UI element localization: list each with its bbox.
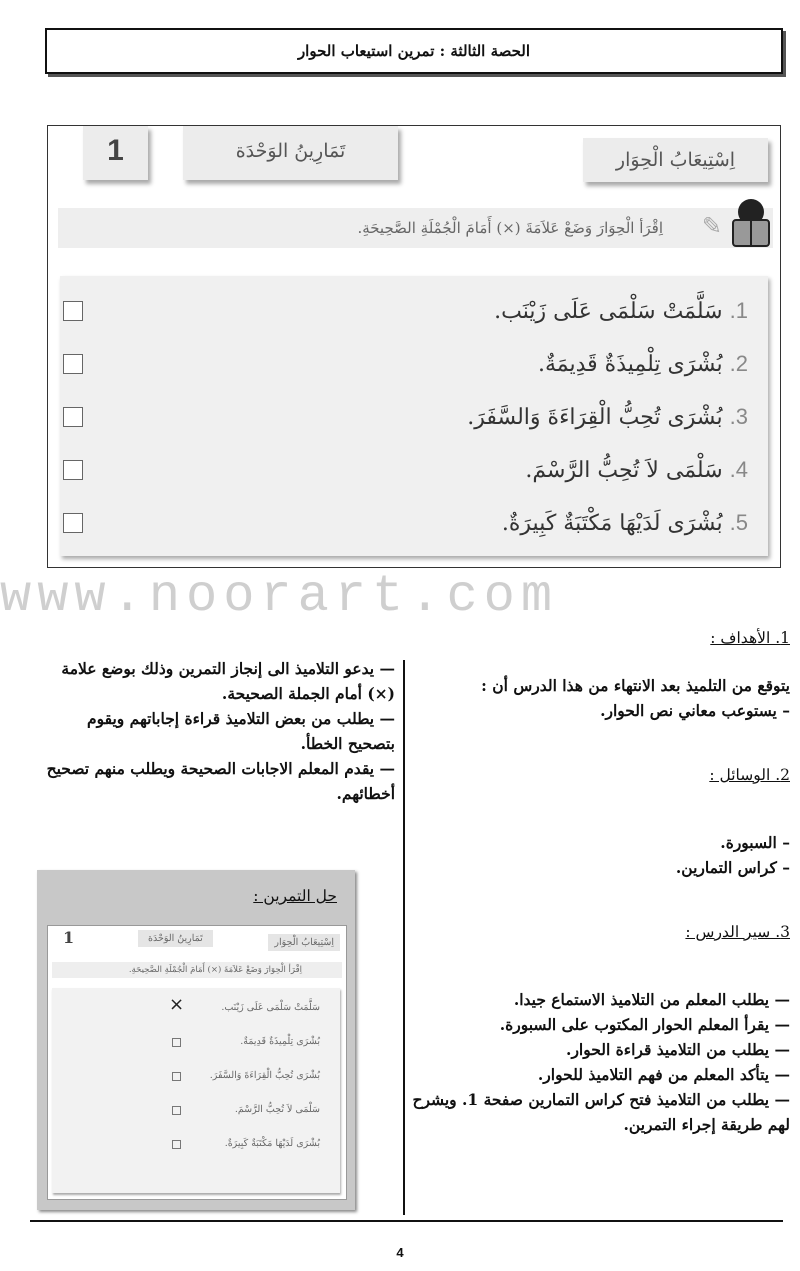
- mini-checkbox: [172, 1106, 181, 1115]
- checkbox[interactable]: [63, 354, 83, 374]
- step-item: — يطلب من التلاميذ فتح كراس التمارين صفحة 1. ويشرح لهم طريقة إجراء التمرين.: [412, 1090, 790, 1134]
- unit-tab: تَمَارِينُ الوَحْدَة: [183, 126, 398, 180]
- mini-item: بُشْرَى تُحِبُّ الْقِرَاءَةَ وَالسَّفَرَ.: [209, 1070, 320, 1081]
- steps-heading: 3. سير الدرس :: [685, 923, 790, 941]
- solution-thumbnail: [47, 925, 347, 1200]
- exercise-item: 3. بُشْرَى تُحِبُّ الْقِرَاءَةَ وَالسَّفَرَ.: [278, 392, 748, 442]
- mini-checkbox: [172, 1038, 181, 1047]
- exercise-item: 5. بُشْرَى لَدَيْهَا مَكْتَبَةٌ كَبِيرَةٌ.: [278, 498, 748, 548]
- right-column: [410, 626, 790, 1137]
- unit-number: 1: [83, 126, 148, 180]
- step-item: — يطلب المعلم من التلاميذ الاستماع جيدا.: [513, 990, 790, 1009]
- checkbox[interactable]: [63, 407, 83, 427]
- mini-unit-tab: تَمَارِينُ الوَحْدَة: [138, 930, 213, 947]
- mini-unit-number: 1: [63, 928, 75, 947]
- means-item: – كراس التمارين.: [675, 858, 790, 877]
- exercise-items: [60, 276, 768, 556]
- means-item: – السبورة.: [720, 833, 790, 852]
- column-divider: [403, 660, 405, 1215]
- mini-section-tab: اِسْتِيعَابُ الْحِوَار: [268, 934, 340, 951]
- footer-rule: [30, 1220, 783, 1222]
- mini-item: بُشْرَى لَدَيْهَا مَكْتَبَةٌ كَبِيرَةٌ.: [224, 1138, 320, 1149]
- mini-item: سَلْمَى لاَ تُحِبُّ الرَّسْمَ.: [234, 1104, 320, 1115]
- page-number: 4: [396, 1245, 404, 1260]
- lesson-title: الحصة الثالثة : تمرين استيعاب الحوار: [45, 28, 783, 74]
- goals-intro: يتوقع من التلميذ بعد الانتهاء من هذا الدرس أن :: [481, 676, 790, 695]
- step-item: — يدعو التلاميذ الى إنجاز التمرين وذلك بوضع علامة (×) أمام الجملة الصحيحة.: [61, 659, 395, 703]
- solution-heading: حل التمرين :: [253, 887, 337, 905]
- mini-item: بُشْرَى تِلْمِيذَةٌ قَدِيمَةٌ.: [240, 1036, 320, 1047]
- solution-box: [37, 870, 355, 1210]
- section-tab: اِسْتِيعَابُ الْحِوَار: [583, 138, 768, 182]
- left-column: [40, 656, 395, 806]
- exercise-item: 4. سَلْمَى لاَ تُحِبُّ الرَّسْمَ.: [278, 445, 748, 495]
- step-item: — يقدم المعلم الاجابات الصحيحة ويطلب منهم تصحيح أخطائهم.: [46, 759, 395, 803]
- checkbox[interactable]: [63, 460, 83, 480]
- exercise-item: 1. سَلَّمَتْ سَلْمَى عَلَى زَيْنَب.: [278, 286, 748, 336]
- mini-checkbox: [172, 1140, 181, 1149]
- step-item: — يتأكد المعلم من فهم التلاميذ للحوار.: [537, 1065, 790, 1084]
- x-mark: ×: [169, 994, 185, 1015]
- step-item: — يطلب من بعض التلاميذ قراءة إجاباتهم ويقوم بتصحيح الخطأ.: [87, 709, 395, 753]
- step-item: — يقرأ المعلم الحوار المكتوب على السبورة.: [499, 1015, 790, 1034]
- reading-child-icon: [728, 198, 774, 248]
- checkbox[interactable]: [63, 301, 83, 321]
- mini-instruction: اِقْرَأ الْحِوَارَ وَضَعْ عَلاَمَةَ (×) أَمَامَ الْجُمْلَةِ الصَّحِيحَةِ.: [52, 962, 342, 978]
- mini-items: [52, 988, 340, 1193]
- goals-heading: 1. الأهداف :: [710, 629, 790, 647]
- means-heading: 2. الوسائل :: [709, 766, 790, 784]
- exercise-panel: [47, 125, 781, 568]
- checkbox[interactable]: [63, 513, 83, 533]
- goal-item: – يستوعب معاني نص الحوار.: [600, 701, 790, 720]
- watermark: www.noorart.com: [0, 572, 559, 622]
- instruction: اِقْرَأ الْحِوَارَ وَضَعْ عَلاَمَةَ (×) أَمَامَ الْجُمْلَةِ الصَّحِيحَةِ.: [58, 208, 773, 248]
- mini-item: سَلَّمَتْ سَلْمَى عَلَى زَيْنَب.: [221, 1002, 320, 1013]
- mini-checkbox: [172, 1072, 181, 1081]
- step-item: — يطلب من التلاميذ قراءة الحوار.: [566, 1040, 790, 1059]
- exercise-item: 2. بُشْرَى تِلْمِيذَةٌ قَدِيمَةٌ.: [278, 339, 748, 389]
- pencil-icon: ✎: [701, 212, 722, 240]
